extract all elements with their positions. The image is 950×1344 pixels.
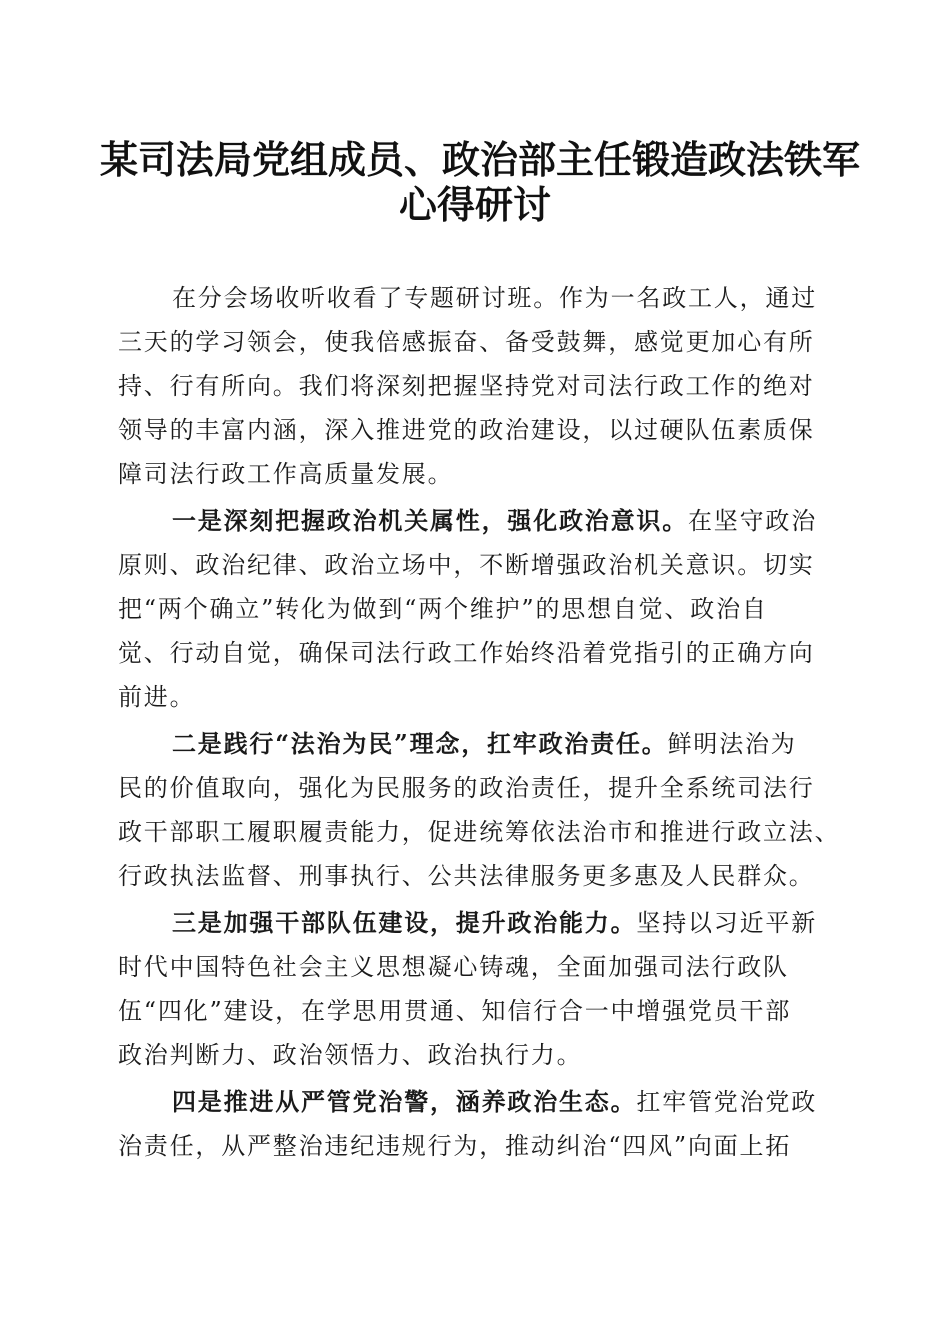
paragraph-2-line-1 (172, 505, 817, 537)
paragraph-4-line-3: 伍“四化”建设，在学思用贯通、知信行合一中增强党员干部 (118, 997, 792, 1025)
paragraph-3-line-2: 民的价值取向，强化为民服务的政治责任，提升全系统司法行 (118, 774, 815, 802)
document-title-line-1: 某司法局党组成员、政治部主任锻造政法铁军 (100, 137, 861, 182)
paragraph-3-line-4: 行政执法监督、刑事执行、公共法律服务更多惠及人民群众。 (118, 862, 815, 890)
paragraph-1-line-3: 持、行有所向。我们将深刻把握坚持党对司法行政工作的绝对 (118, 372, 815, 400)
paragraph-3-line-1-rest: 鲜明法治为 (667, 730, 797, 758)
paragraph-4-line-1-rest: 坚持以习近平新 (636, 909, 818, 937)
paragraph-1-line-4: 领导的丰富内涵，深入推进党的政治建设，以过硬队伍素质保 (118, 416, 815, 444)
paragraph-1-line-2: 三天的学习领会，使我倍感振奋、备受鼓舞，感觉更加心有所 (118, 328, 815, 356)
paragraph-2-heading: 一是深刻把握政治机关属性，强化政治意识。 (172, 506, 688, 535)
paragraph-3-heading: 二是践行“法治为民”理念，扛牢政治责任。 (172, 729, 668, 758)
paragraph-3-line-1 (172, 728, 797, 760)
paragraph-1-line-5: 障司法行政工作高质量发展。 (118, 460, 454, 488)
paragraph-5-line-1-rest: 扛牢管党治党政 (636, 1088, 818, 1116)
paragraph-5-heading: 四是推进从严管党治警，涵养政治生态。 (172, 1087, 637, 1116)
paragraph-3-line-3: 政干部职工履职履责能力，促进统筹依法治市和推进行政立法、 (118, 818, 841, 846)
paragraph-2-line-1-rest: 在坚守政治 (688, 507, 817, 535)
paragraph-4-heading: 三是加强干部队伍建设，提升政治能力。 (172, 908, 637, 937)
document-title-line-2: 心得研讨 (398, 182, 551, 227)
paragraph-2-line-3: 把“两个确立”转化为做到“两个维护”的思想自觉、政治自 (118, 595, 768, 623)
paragraph-2-line-4: 觉、行动自觉，确保司法行政工作始终沿着党指引的正确方向 (118, 639, 815, 667)
paragraph-2-line-2: 原则、政治纪律、政治立场中，不断增强政治机关意识。切实 (118, 551, 815, 579)
paragraph-5-line-2: 治责任，从严整治违纪违规行为，推动纠治“四风”向面上拓 (118, 1132, 792, 1160)
paragraph-4-line-1 (172, 907, 817, 939)
paragraph-2-line-5: 前进。 (118, 683, 196, 711)
paragraph-4-line-4: 政治判断力、政治领悟力、政治执行力。 (118, 1041, 583, 1069)
paragraph-4-line-2: 时代中国特色社会主义思想凝心铸魂，全面加强司法行政队 (118, 953, 789, 981)
paragraph-1-line-1: 在分会场收听收看了专题研讨班。作为一名政工人，通过 (172, 284, 817, 312)
paragraph-5-line-1 (172, 1086, 817, 1118)
